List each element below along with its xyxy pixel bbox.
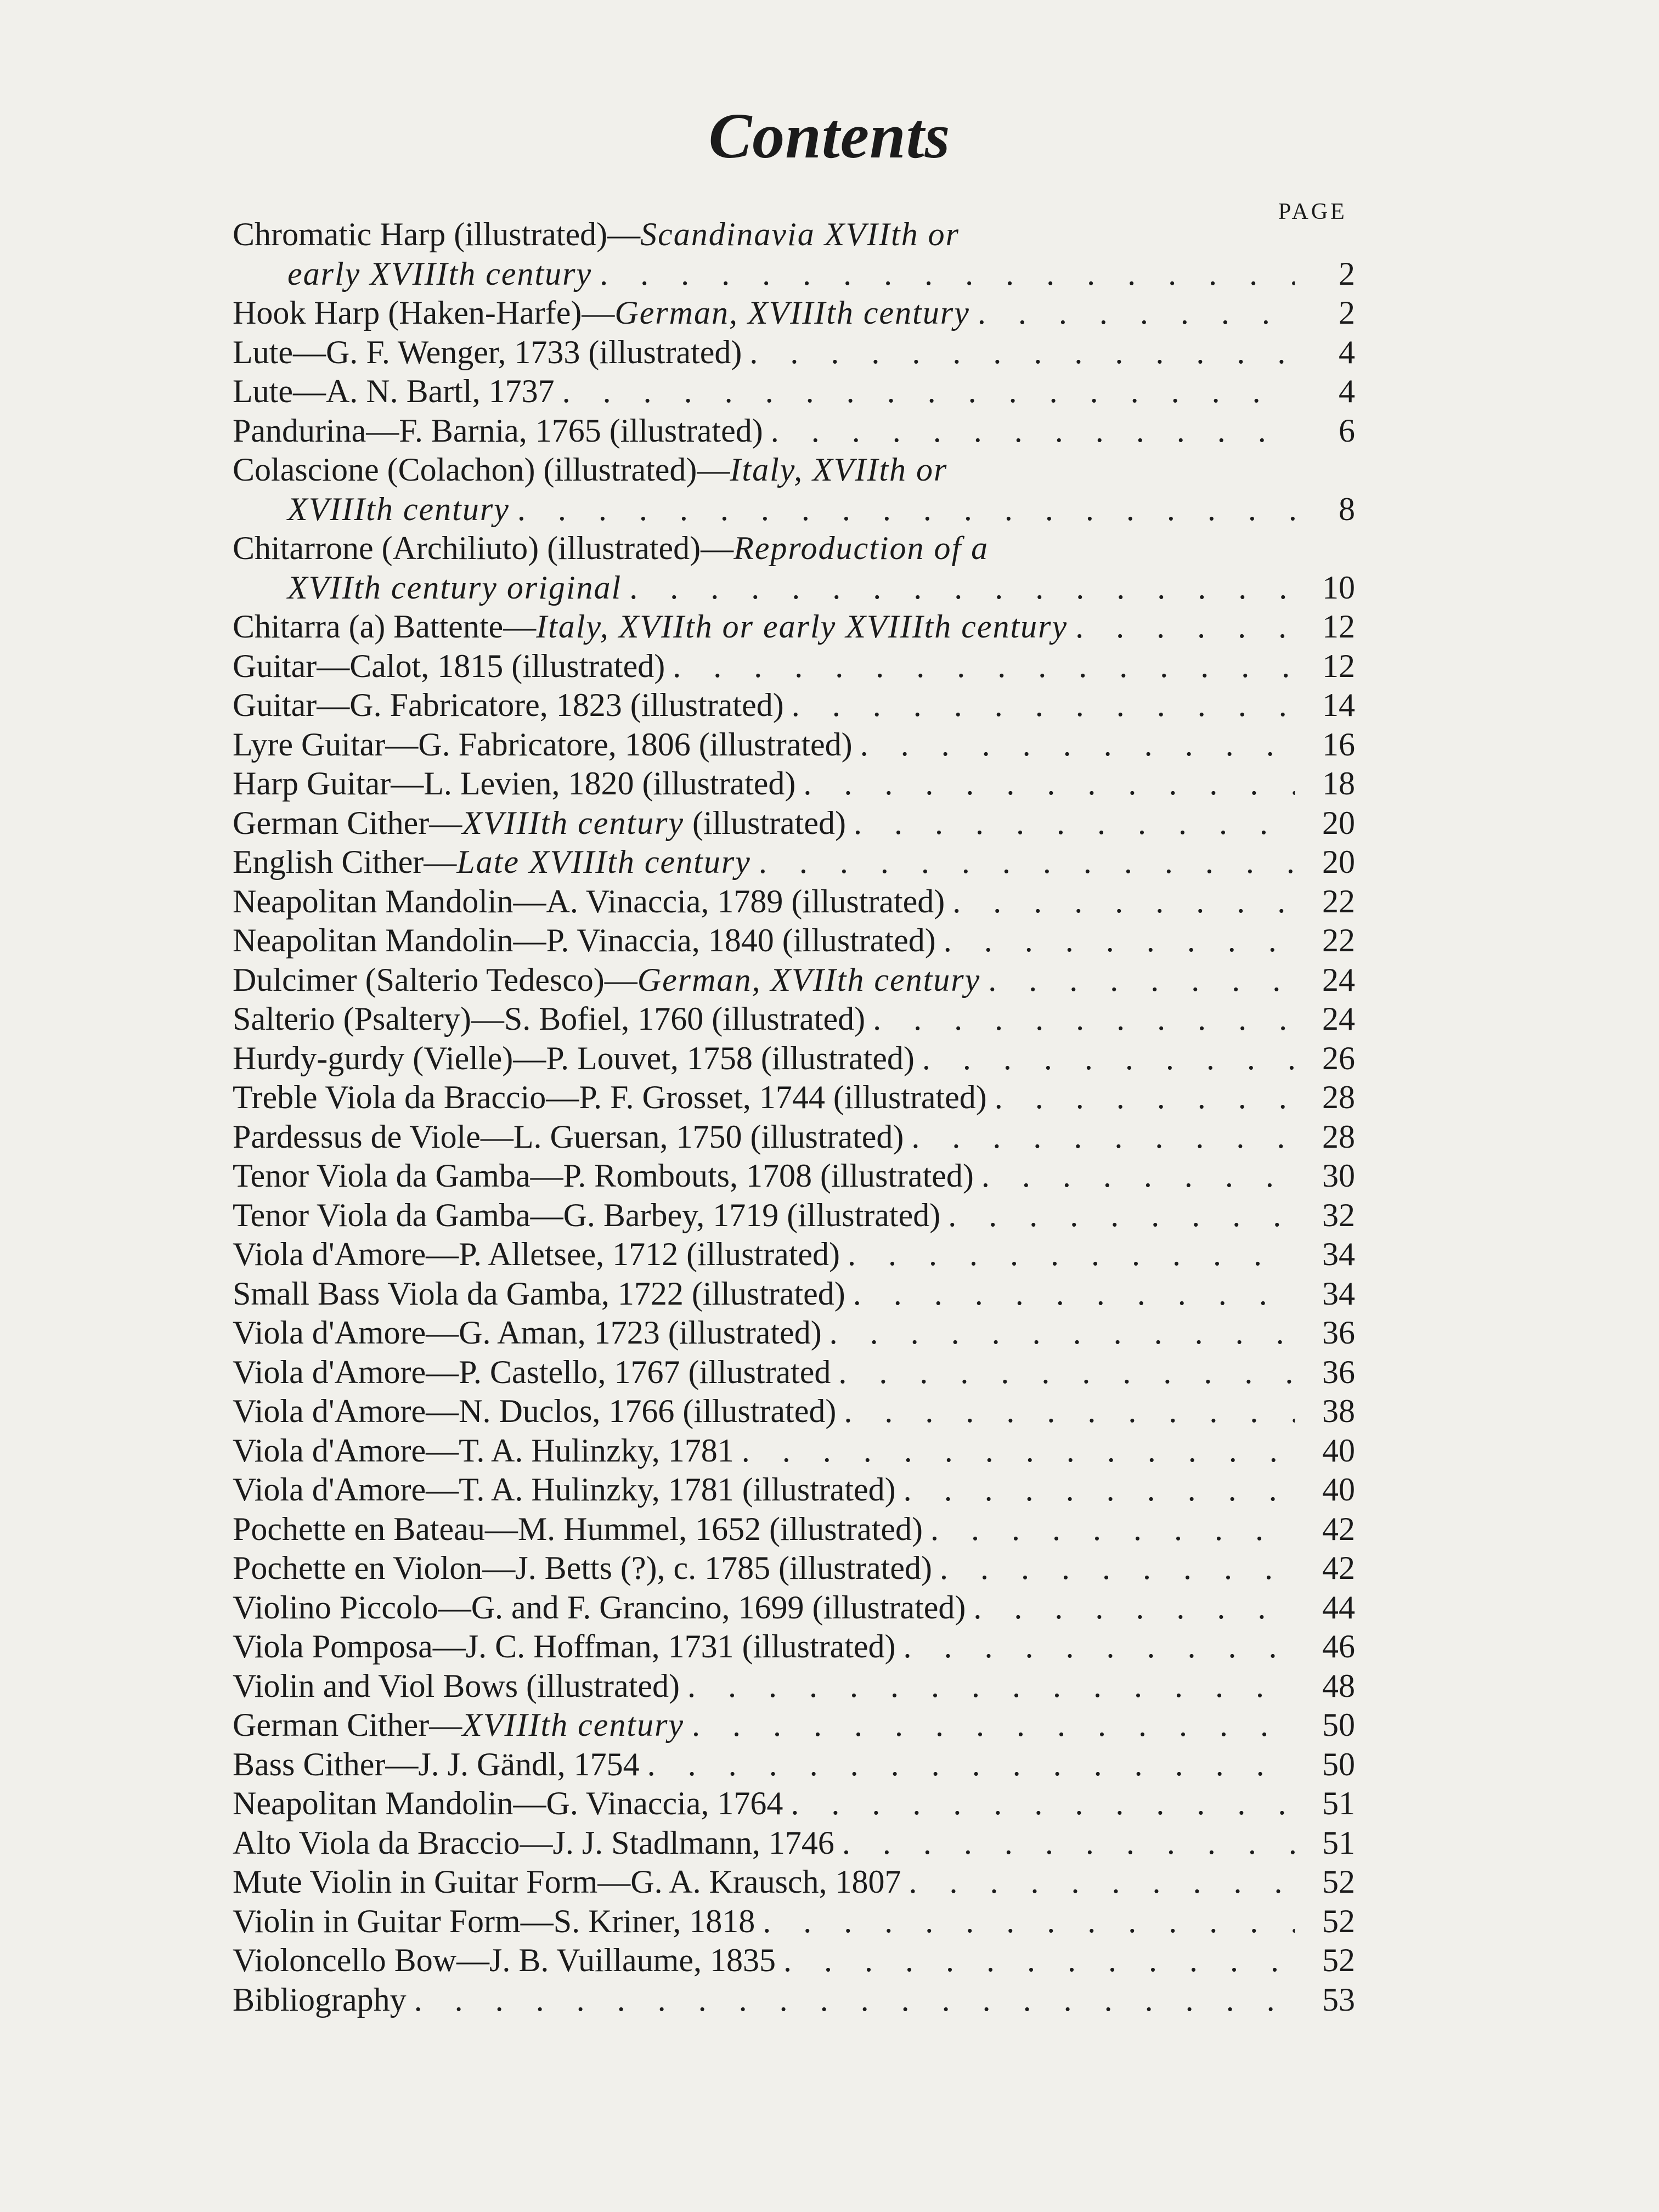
toc-entry-title: [233, 1196, 940, 1235]
toc-entry-italic-text: XVIIth century original: [287, 569, 622, 606]
toc-entry-text: Neapolitan Mandolin—G. Vinaccia, 1764: [233, 1785, 783, 1821]
toc-page-number: 40: [1322, 1471, 1355, 1508]
dot-leader: [980, 961, 1295, 1000]
toc-page-number: 42: [1322, 1550, 1355, 1586]
toc-entry-line: [233, 686, 1355, 725]
toc-page-number: 50: [1322, 1746, 1355, 1782]
toc-entry-line: [233, 1980, 1355, 2020]
toc-entry: [233, 411, 1355, 451]
dot-leader: [680, 1667, 1295, 1706]
toc-entry-title: [233, 607, 1068, 647]
toc-page-number: 30: [1322, 1158, 1355, 1194]
toc-entry-text: Dulcimer (Salterio Tedesco)—: [233, 961, 637, 998]
toc-entry-text: Mute Violin in Guitar Form—G. A. Krausch, 1807: [233, 1864, 901, 1900]
dot-leader: [742, 333, 1295, 373]
toc-page-number: 20: [1322, 844, 1355, 880]
toc-entry-title: [233, 1118, 904, 1157]
toc-page-number: 22: [1322, 922, 1355, 958]
dot-leader: [845, 1274, 1295, 1314]
toc-entry-line: [233, 1118, 1355, 1157]
toc-entry-italic-text: Reproduction of a: [733, 530, 989, 566]
toc-page-number: 24: [1322, 961, 1355, 998]
toc-entry-title: [233, 1078, 987, 1118]
toc-entry-title: [233, 1706, 684, 1745]
toc-entry-text: Hook Harp (Haken-Harfe)—: [233, 295, 615, 331]
toc-page-number: 51: [1322, 1785, 1355, 1821]
toc-entry-title: [233, 1510, 923, 1549]
dot-leader: [923, 1510, 1295, 1549]
dot-leader: [751, 843, 1295, 882]
toc-entry-line: [233, 333, 1355, 373]
dot-leader: [936, 921, 1295, 961]
toc-entry: [233, 882, 1355, 922]
toc-entry-italic-text: Late XVIIIth century: [456, 844, 751, 880]
dot-leader: [592, 255, 1295, 294]
toc-page-number: 44: [1322, 1589, 1355, 1626]
toc-entry-italic-text: early XVIIIth century: [287, 255, 592, 292]
toc-entry-title: [233, 411, 763, 451]
toc-entry-italic-text: German, XVIIth century: [637, 961, 981, 998]
toc-page-number: 32: [1322, 1197, 1355, 1233]
toc-entry-text: Viola d'Amore—P. Alletsee, 1712 (illustrated): [233, 1236, 840, 1272]
toc-entry-italic-text: XVIIIth century: [287, 490, 510, 527]
dot-leader: [915, 1039, 1295, 1079]
dot-leader: [622, 568, 1295, 608]
toc-entry-title: [233, 372, 555, 411]
toc-entry-text: Pochette en Bateau—M. Hummel, 1652 (illustrated): [233, 1510, 923, 1547]
toc-entry: [233, 1156, 1355, 1196]
toc-entry-text: Tenor Viola da Gamba—G. Barbey, 1719 (illustrated): [233, 1197, 941, 1233]
toc-entry-title: [233, 882, 945, 922]
toc-entry-line: [233, 568, 1355, 608]
toc-entry-line: [233, 647, 1355, 686]
toc-entry-line: [233, 1706, 1355, 1745]
toc-entry: [233, 1941, 1355, 1980]
dot-leader: [822, 1313, 1295, 1353]
toc-entry-text: Violin in Guitar Form—S. Kriner, 1818: [233, 1903, 755, 1939]
toc-entry: [233, 686, 1355, 725]
toc-entry-line: [233, 882, 1355, 922]
toc-entry-italic-text: XVIIIth century: [462, 1707, 685, 1743]
toc-entry-text: German Cither—: [233, 1707, 462, 1743]
toc-entry: [233, 450, 1355, 529]
toc-entry-italic-text: XVIIIth century: [462, 804, 685, 841]
toc-entry-title: [233, 1156, 974, 1196]
toc-entry: [233, 1667, 1355, 1706]
dot-leader: [640, 1745, 1295, 1785]
toc-entry: [233, 804, 1355, 843]
toc-entry: [233, 529, 1355, 607]
toc-entry-text: Bass Cither—J. J. Gändl, 1754: [233, 1746, 640, 1782]
dot-leader: [896, 1470, 1295, 1510]
dot-leader: [831, 1353, 1295, 1392]
toc-page-number: 42: [1322, 1510, 1355, 1547]
toc-entry-text: Lute—G. F. Wenger, 1733 (illustrated): [233, 334, 742, 370]
dot-leader: [684, 1706, 1295, 1745]
toc-entry-title: [233, 686, 784, 725]
toc-page-number: 8: [1339, 490, 1355, 527]
toc-entry: [233, 961, 1355, 1000]
toc-entry-title: [233, 1392, 836, 1431]
dot-leader: [734, 1431, 1295, 1471]
toc-entry-text: Treble Viola da Braccio—P. F. Grosset, 1744 (illustrated): [233, 1079, 987, 1115]
toc-entry: [233, 764, 1355, 804]
toc-page-number: 38: [1322, 1393, 1355, 1429]
toc-entry-text: Colascione (Colachon) (illustrated)—: [233, 452, 730, 488]
toc-page-number: 14: [1322, 687, 1355, 723]
toc-entry-line: [233, 1510, 1355, 1549]
dot-leader: [987, 1078, 1295, 1118]
toc-entry-title: [233, 1470, 896, 1510]
toc-entry-line: [233, 1274, 1355, 1314]
toc-page-number: 2: [1339, 295, 1355, 331]
toc-page-number: 28: [1322, 1079, 1355, 1115]
toc-entry-text: Alto Viola da Braccio—J. J. Stadlmann, 1746: [233, 1824, 834, 1861]
toc-page-number: 51: [1322, 1824, 1355, 1861]
toc-entry-text: Violin and Viol Bows (illustrated): [233, 1667, 680, 1704]
toc-entry-line: [233, 1235, 1355, 1274]
toc-entry-italic-text: German, XVIIIth century: [614, 295, 970, 331]
dot-leader: [784, 686, 1295, 725]
toc-entry-title: [233, 1627, 896, 1667]
toc-entry-line: [233, 1549, 1355, 1588]
toc-entry-text: Tenor Viola da Gamba—P. Rombouts, 1708 (illustrated): [233, 1158, 974, 1194]
toc-entry-text: Guitar—G. Fabricatore, 1823 (illustrated): [233, 687, 784, 723]
toc-entry-line: [233, 1392, 1355, 1431]
toc-entry-line: [233, 490, 1355, 529]
toc-entry-title: [233, 1745, 640, 1785]
dot-leader: [836, 1392, 1295, 1431]
toc-page-number: 12: [1322, 647, 1355, 684]
toc-entry: [233, 1980, 1355, 2020]
dot-leader: [776, 1941, 1295, 1980]
toc-entry-text: Chitarrone (Archiliuto) (illustrated)—: [233, 530, 734, 566]
toc-entry-text: Hurdy-gurdy (Vielle)—P. Louvet, 1758 (illustrated): [233, 1040, 915, 1076]
toc-entry-title: [233, 1588, 966, 1628]
toc-entry-line: [233, 294, 1355, 333]
toc-entry-line: [233, 215, 1355, 255]
toc-entry-text: Viola d'Amore—T. A. Hulinzky, 1781: [233, 1432, 734, 1469]
toc-entry: [233, 333, 1355, 373]
toc-entry: [233, 1706, 1355, 1745]
dot-leader: [755, 1902, 1295, 1942]
dot-leader: [510, 490, 1295, 529]
toc-entry-text: Violoncello Bow—J. B. Vuillaume, 1835: [233, 1942, 776, 1978]
toc-entry-line: [233, 1902, 1355, 1942]
toc-entry-title: [233, 529, 989, 568]
toc-page-number: 4: [1339, 373, 1355, 409]
toc-entry-line: [233, 450, 1355, 490]
toc-page-number: 46: [1322, 1628, 1355, 1664]
dot-leader: [904, 1118, 1295, 1157]
toc-entry: [233, 647, 1355, 686]
dot-leader: [763, 411, 1295, 451]
toc-entry-line: [233, 1000, 1355, 1039]
toc-entry-title: [233, 1039, 915, 1079]
toc-entry-title: [233, 215, 960, 255]
toc-entry: [233, 921, 1355, 961]
toc-entry: [233, 1000, 1355, 1039]
dot-leader: [865, 1000, 1295, 1039]
dot-leader: [966, 1588, 1295, 1628]
toc-entry-title: [233, 804, 846, 843]
toc-page-number: 10: [1322, 569, 1355, 606]
toc-entry-text: Bibliography: [233, 1981, 407, 2018]
toc-page-number: 53: [1322, 1981, 1355, 2018]
toc-entry-title: [233, 1941, 776, 1980]
toc-entry-title: [233, 1000, 865, 1039]
toc-entry: [233, 1784, 1355, 1824]
toc-entry-line: [233, 1863, 1355, 1902]
toc-entry-line: [233, 1196, 1355, 1235]
dot-leader: [932, 1549, 1295, 1588]
toc-entry: [233, 1235, 1355, 1274]
toc-page-number: 12: [1322, 608, 1355, 645]
toc-entry: [233, 1470, 1355, 1510]
toc-entry: [233, 1078, 1355, 1118]
toc-page-number: 18: [1322, 765, 1355, 802]
toc-entry: [233, 215, 1355, 294]
toc-entry-line: [233, 961, 1355, 1000]
toc-entry-italic-text: Scandinavia XVIIth or: [640, 216, 960, 252]
toc-page-number: 36: [1322, 1314, 1355, 1351]
toc-entry-text: Chitarra (a) Battente—: [233, 608, 537, 645]
toc-entry-line: [233, 607, 1355, 647]
toc-entry-text: Lyre Guitar—G. Fabricatore, 1806 (illustrated): [233, 726, 853, 763]
toc-entry-title: [287, 568, 622, 608]
toc-page-number: 52: [1322, 1903, 1355, 1939]
toc-entry-line: [233, 529, 1355, 568]
toc-entry-title: [287, 255, 592, 294]
toc-entry-title: [233, 1902, 755, 1942]
toc-entry-text: Guitar—Calot, 1815 (illustrated): [233, 647, 665, 684]
dot-leader: [1068, 607, 1295, 647]
toc-entry-italic-text: Italy, XVIIth or early XVIIIth century: [536, 608, 1068, 645]
toc-entry-line: [233, 1784, 1355, 1824]
toc-page-number: 34: [1322, 1236, 1355, 1272]
toc-entry: [233, 1196, 1355, 1235]
toc-entry-title: [233, 1274, 845, 1314]
toc-entry-title: [287, 490, 510, 529]
toc-entry-line: [233, 1941, 1355, 1980]
toc-page-number: 2: [1339, 255, 1355, 292]
toc-entry-line: [233, 764, 1355, 804]
toc-entry: [233, 1510, 1355, 1549]
toc-entry: [233, 1313, 1355, 1353]
toc-entry-line: [233, 1667, 1355, 1706]
toc-entry-line: [233, 1431, 1355, 1471]
toc-entry-text: Viola d'Amore—P. Castello, 1767 (illustrated: [233, 1353, 831, 1390]
toc-page-number: 50: [1322, 1707, 1355, 1743]
table-of-contents: [233, 215, 1355, 2019]
toc-entry-line: [233, 1039, 1355, 1079]
toc-entry-title: [233, 1667, 680, 1706]
dot-leader: [901, 1863, 1295, 1902]
toc-entry-line: [233, 1353, 1355, 1392]
toc-page-number: 6: [1339, 412, 1355, 449]
toc-entry-title: [233, 1549, 932, 1588]
toc-entry-text: Viola d'Amore—T. A. Hulinzky, 1781 (illustrated): [233, 1471, 896, 1508]
toc-entry-line: [233, 255, 1355, 294]
toc-page-number: 16: [1322, 726, 1355, 763]
toc-entry: [233, 843, 1355, 882]
toc-entry: [233, 1353, 1355, 1392]
toc-entry-title: [233, 961, 980, 1000]
toc-entry-line: [233, 1470, 1355, 1510]
toc-entry-title: [233, 843, 751, 882]
toc-entry-text: Neapolitan Mandolin—A. Vinaccia, 1789 (illustrated): [233, 883, 945, 919]
toc-entry-text: Violino Piccolo—G. and F. Grancino, 1699 (illustrated): [233, 1589, 966, 1626]
dot-leader: [846, 804, 1295, 843]
toc-page-number: 20: [1322, 804, 1355, 841]
toc-entry: [233, 1431, 1355, 1471]
toc-entry-text: Pardessus de Viole—L. Guersan, 1750 (illustrated): [233, 1118, 904, 1155]
toc-entry-title: [233, 1784, 783, 1824]
toc-entry-text: Chromatic Harp (illustrated)—: [233, 216, 641, 252]
toc-entry-title: [233, 1431, 734, 1471]
toc-entry-line: [233, 1078, 1355, 1118]
toc-page-number: 40: [1322, 1432, 1355, 1469]
toc-entry-title: [233, 1824, 834, 1863]
dot-leader: [795, 764, 1295, 804]
toc-entry-title: [233, 1863, 901, 1902]
toc-entry-line: [233, 804, 1355, 843]
toc-entry: [233, 607, 1355, 647]
toc-entry-title: [233, 333, 742, 373]
toc-entry: [233, 1274, 1355, 1314]
toc-entry-text: Viola d'Amore—G. Aman, 1723 (illustrated): [233, 1314, 822, 1351]
page-title: Contents: [708, 100, 951, 172]
toc-entry-line: [233, 725, 1355, 765]
toc-entry: [233, 1039, 1355, 1079]
toc-entry-text: Harp Guitar—L. Levien, 1820 (illustrated): [233, 765, 796, 802]
toc-page-number: 4: [1339, 334, 1355, 370]
toc-entry-line: [233, 411, 1355, 451]
toc-entry: [233, 1588, 1355, 1628]
dot-leader: [834, 1824, 1295, 1863]
dot-leader: [555, 372, 1295, 411]
toc-entry-text: Lute—A. N. Bartl, 1737: [233, 373, 555, 409]
dot-leader: [783, 1784, 1295, 1824]
toc-entry: [233, 1549, 1355, 1588]
toc-entry-title: [233, 450, 947, 490]
toc-entry: [233, 1863, 1355, 1902]
toc-entry: [233, 1118, 1355, 1157]
toc-entry-text: English Cither—: [233, 844, 457, 880]
toc-entry-line: [233, 1156, 1355, 1196]
dot-leader: [970, 294, 1295, 333]
toc-entry: [233, 1824, 1355, 1863]
dot-leader: [407, 1980, 1295, 2020]
toc-entry-text: Salterio (Psaltery)—S. Bofiel, 1760 (illustrated): [233, 1001, 866, 1037]
toc-entry-title: [233, 294, 970, 333]
toc-page-number: 22: [1322, 883, 1355, 919]
toc-page-number: 28: [1322, 1118, 1355, 1155]
toc-entry: [233, 294, 1355, 333]
toc-entry-line: [233, 843, 1355, 882]
toc-entry-title: [233, 1353, 831, 1392]
toc-entry: [233, 1627, 1355, 1667]
page-column-label: PAGE: [1278, 199, 1347, 224]
toc-entry-title: [233, 647, 665, 686]
dot-leader: [940, 1196, 1295, 1235]
toc-entry: [233, 1392, 1355, 1431]
toc-page-number: 36: [1322, 1353, 1355, 1390]
toc-page-number: 52: [1322, 1864, 1355, 1900]
toc-entry-line: [233, 1745, 1355, 1785]
toc-entry-text: Pandurina—F. Barnia, 1765 (illustrated): [233, 412, 763, 449]
dot-leader: [896, 1627, 1295, 1667]
toc-entry-text: Small Bass Viola da Gamba, 1722 (illustrated): [233, 1275, 845, 1312]
toc-page-number: 48: [1322, 1667, 1355, 1704]
toc-entry-line: [233, 1627, 1355, 1667]
toc-entry-title: [233, 1313, 822, 1353]
dot-leader: [665, 647, 1295, 686]
toc-page-number: 24: [1322, 1001, 1355, 1037]
dot-leader: [853, 725, 1295, 765]
toc-entry-title: [233, 1980, 407, 2020]
toc-page-number: 52: [1322, 1942, 1355, 1978]
toc-page-number: 26: [1322, 1040, 1355, 1076]
toc-entry-title: [233, 725, 853, 765]
dot-leader: [974, 1156, 1295, 1196]
toc-entry-line: [233, 1824, 1355, 1863]
toc-entry: [233, 1902, 1355, 1942]
dot-leader: [840, 1235, 1295, 1274]
toc-entry-line: [233, 1588, 1355, 1628]
toc-entry-title: [233, 921, 936, 961]
toc-entry: [233, 1745, 1355, 1785]
toc-page-number: 34: [1322, 1275, 1355, 1312]
toc-entry-title: [233, 1235, 840, 1274]
toc-entry-italic-text: Italy, XVIIth or: [730, 452, 948, 488]
toc-entry-line: [233, 372, 1355, 411]
toc-entry-line: [233, 1313, 1355, 1353]
toc-entry-text: Viola d'Amore—N. Duclos, 1766 (illustrated): [233, 1393, 837, 1429]
toc-entry-text: Neapolitan Mandolin—P. Vinaccia, 1840 (illustrated): [233, 922, 936, 958]
toc-entry: [233, 372, 1355, 411]
toc-entry: [233, 725, 1355, 765]
toc-entry-title: [233, 764, 795, 804]
toc-entry-text: Viola Pomposa—J. C. Hoffman, 1731 (illustrated): [233, 1628, 896, 1664]
toc-entry-line: [233, 921, 1355, 961]
toc-entry-text-after: (illustrated): [684, 804, 846, 841]
toc-entry-text: German Cither—: [233, 804, 462, 841]
dot-leader: [945, 882, 1295, 922]
toc-entry-text: Pochette en Violon—J. Betts (?), c. 1785 (illustrated): [233, 1550, 933, 1586]
